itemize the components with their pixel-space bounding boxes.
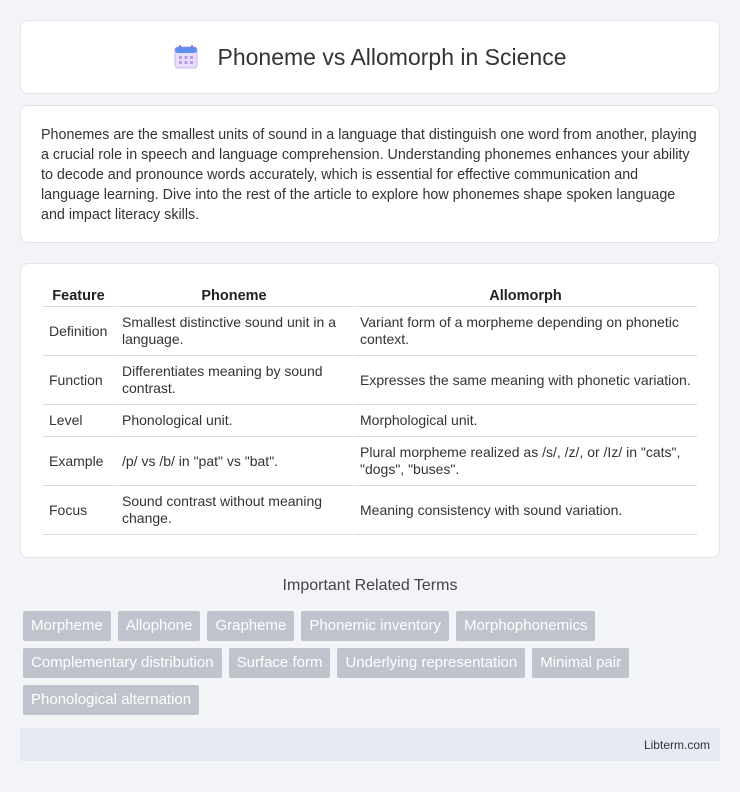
cell-allomorph: Variant form of a morpheme depending on phonetic context.: [352, 307, 697, 356]
header-phoneme: Phoneme: [114, 284, 352, 307]
related-terms-title: Important Related Terms: [282, 577, 458, 594]
tag-morpheme[interactable]: Morpheme: [23, 611, 111, 641]
cell-allomorph: Morphological unit.: [352, 405, 697, 437]
intro-text: Phonemes are the smallest units of sound in a language that distinguish one word from another, playing a crucial role in speech and language comprehension. Understanding phonemes enhances your ability to decode and pronounce words accurately, which is essential for effective communication and language learning. Dive into the rest of the article to explore how phonemes shape spoken language and impact literacy skills.: [41, 127, 697, 223]
cell-phoneme: Differentiates meaning by sound contrast.: [114, 356, 352, 405]
tag-morphophonemics[interactable]: Morphophonemics: [456, 611, 595, 641]
header-allomorph: Allomorph: [352, 284, 697, 307]
tag-underlying-representation[interactable]: Underlying representation: [337, 648, 525, 678]
cell-phoneme: Smallest distinctive sound unit in a language.: [114, 307, 352, 356]
cell-feature: Focus: [43, 486, 114, 535]
footer: [20, 728, 720, 761]
table-row: [43, 307, 697, 356]
cell-phoneme: Sound contrast without meaning change.: [114, 486, 352, 535]
cell-phoneme: /p/ vs /b/ in "pat" vs "bat".: [114, 437, 352, 486]
table-row: [43, 356, 697, 405]
cell-feature: Definition: [43, 307, 114, 356]
tag-surface-form[interactable]: Surface form: [229, 648, 331, 678]
cell-phoneme: Phonological unit.: [114, 405, 352, 437]
table-row: [43, 437, 697, 486]
cell-feature: Function: [43, 356, 114, 405]
cell-allomorph: Expresses the same meaning with phonetic variation.: [352, 356, 697, 405]
tag-phonemic-inventory[interactable]: Phonemic inventory: [301, 611, 449, 641]
header-inner: [173, 44, 566, 71]
table-row: [43, 405, 697, 437]
page-title: Phoneme vs Allomorph in Science: [217, 43, 567, 70]
footer-site-link[interactable]: Libterm.com: [643, 737, 710, 752]
cell-allomorph: Plural morpheme realized as /s/, /z/, or /Iz/ in "cats", "dogs", "buses".: [352, 437, 697, 486]
tag-allophone[interactable]: Allophone: [118, 611, 201, 641]
tag-complementary-distribution[interactable]: Complementary distribution: [23, 648, 222, 678]
cell-feature: Example: [43, 437, 114, 486]
intro-card: [20, 105, 720, 243]
tag-minimal-pair[interactable]: Minimal pair: [532, 648, 629, 678]
comparison-table-card: [20, 263, 720, 558]
header-feature: Feature: [43, 284, 114, 307]
cell-allomorph: Meaning consistency with sound variation.: [352, 486, 697, 535]
header-card: [20, 20, 720, 94]
tag-phonological-alternation[interactable]: Phonological alternation: [23, 685, 199, 715]
table-header-row: [43, 284, 697, 307]
related-terms-list: [23, 611, 713, 715]
cell-feature: Level: [43, 405, 114, 437]
tag-grapheme[interactable]: Grapheme: [207, 611, 294, 641]
calendar-icon: [173, 44, 199, 70]
table-row: [43, 486, 697, 535]
comparison-table: [43, 284, 697, 535]
